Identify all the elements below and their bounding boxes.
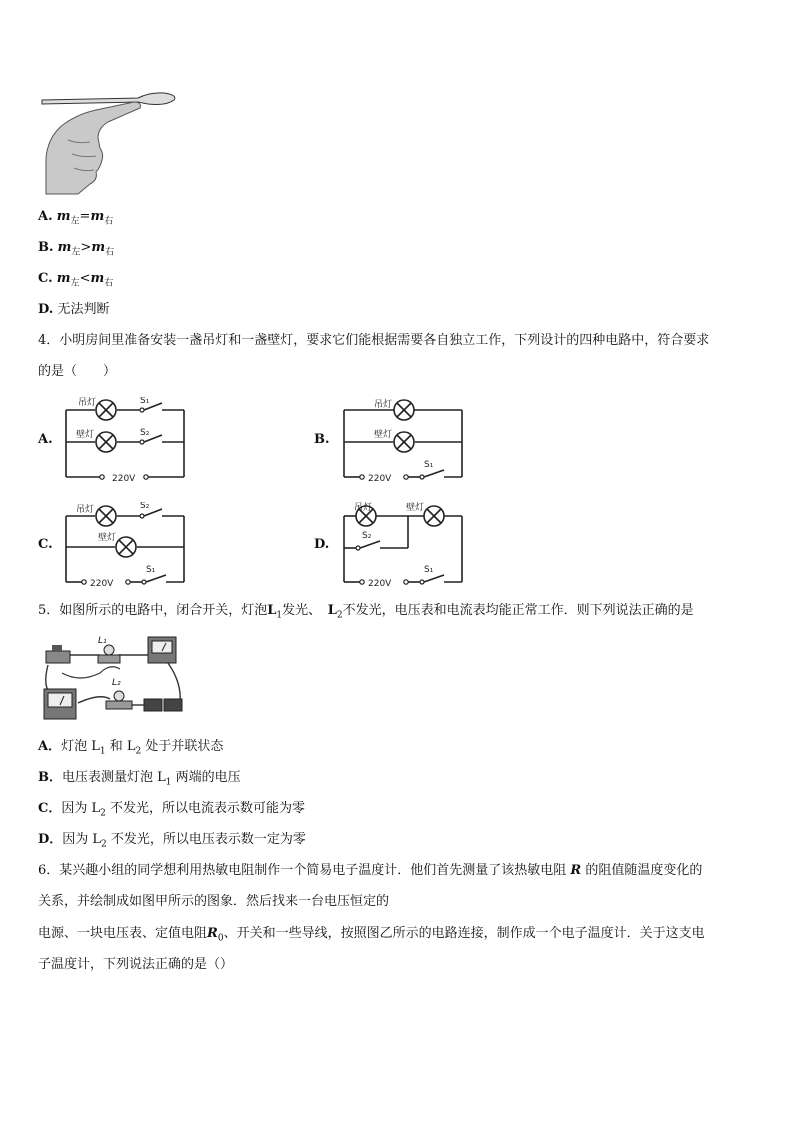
wall-lamp-label: 壁灯 [76, 430, 95, 440]
voltage-label: 220V [90, 579, 114, 589]
q4-stem-line1: 4．小明房间里准备安装一盏吊灯和一盏壁灯，要求它们能根据需要各自独立工作，下列设计的四种电路中，符合要求 [38, 333, 710, 348]
q5-option-d: D．因为 $L_2$ 不发光，所以电压表示数一定为零 [38, 832, 306, 850]
q3-option-d: D. 无法判断 [38, 302, 110, 317]
wall-lamp-icon [116, 537, 136, 557]
ceiling-lamp-label: 吊灯 [374, 400, 393, 410]
wall-lamp-icon [96, 432, 116, 452]
switch-s2-label: S₂ [362, 531, 372, 541]
q4-option-a-label: A. [38, 432, 53, 447]
l1-photo-label: L₁ [98, 636, 107, 646]
voltage-label: 220V [368, 579, 392, 589]
ceiling-lamp-label: 吊灯 [354, 503, 373, 513]
wall-lamp-icon [394, 432, 414, 452]
wall-lamp-label: 壁灯 [374, 430, 393, 440]
hand-spoon-illustration [38, 88, 183, 198]
q4-option-b-label: B. [314, 432, 330, 447]
q6-stem-line2: 关系，并绘制成如图甲所示的图象．然后找来一台电压恒定的 [38, 894, 390, 909]
q3-option-c: C. $m_左<m_右$ [38, 271, 114, 289]
switch-s1-label: S₁ [424, 565, 434, 575]
switch-s1-label: S₁ [140, 397, 150, 406]
ceiling-lamp-label: 吊灯 [78, 398, 97, 408]
switch-s2-label: S₂ [140, 428, 150, 438]
wall-lamp-label: 壁灯 [406, 503, 425, 513]
wall-lamp-icon [424, 506, 444, 526]
q5-option-c: C．因为 $L_2$ 不发光，所以电流表示数可能为零 [38, 801, 305, 819]
switch-s2-label: S₂ [140, 502, 150, 511]
voltage-label: 220V [112, 474, 136, 484]
q6-stem-line3: 电源、一块电压表、定值电阻$R_0$、开关和一些导线，按照图乙所示的电路连接，制作成一个电子温度计．关于这支电 [38, 926, 705, 944]
ceiling-lamp-icon [96, 400, 116, 420]
wall-lamp-label: 壁灯 [98, 533, 117, 543]
ceiling-lamp-icon [394, 400, 414, 420]
q3-option-b: B. $m_左>m_右$ [38, 240, 115, 258]
q5-option-a: A．灯泡 $L_1$ 和 $L_2$ 处于并联状态 [38, 739, 224, 757]
q6-stem-line4: 子温度计，下列说法正确的是（） [38, 957, 234, 972]
q3-option-a: A. $m_左=m_右$ [38, 209, 114, 227]
q4-option-d-label: D. [314, 537, 330, 552]
circuit-photo-illustration [40, 633, 190, 723]
q4-stem-line2: 的是（ ） [38, 364, 117, 379]
circuit-diagram-d [340, 502, 470, 592]
voltage-label: 220V [368, 474, 392, 484]
l2-photo-label: L₂ [112, 678, 121, 688]
ceiling-lamp-icon [96, 506, 116, 526]
q5-stem: 5．如图所示的电路中，闭合开关，灯泡$L_1$发光、 $L_2$不发光，电压表和电流表均能正常工作．则下列说法正确的是 [38, 603, 694, 621]
ceiling-lamp-label: 吊灯 [76, 505, 95, 515]
circuit-diagram-b [340, 397, 470, 487]
switch-s1-label: S₁ [424, 460, 434, 470]
q5-option-b: B．电压表测量灯泡 $L_1$ 两端的电压 [38, 770, 241, 788]
switch-s1-label: S₁ [146, 565, 156, 575]
q4-option-c-label: C. [38, 537, 53, 552]
circuit-diagram-a [62, 397, 192, 487]
circuit-diagram-c [62, 502, 192, 592]
q6-stem-line1: 6．某兴趣小组的同学想利用热敏电阻制作一个简易电子温度计．他们首先测量了该热敏电阻 R 的阻值随温度变化的 [38, 863, 703, 878]
